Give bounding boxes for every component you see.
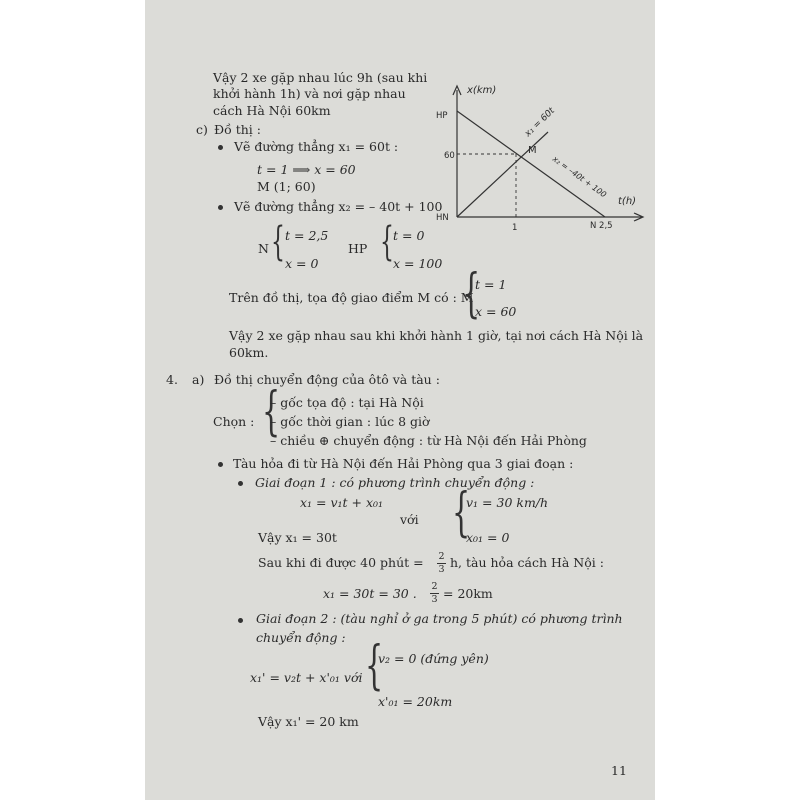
conclusion-2: 60km. <box>229 345 269 360</box>
n-label: N <box>258 241 269 256</box>
stage2-v2: v₂ = 0 (đứng yên) <box>378 651 489 666</box>
stage1-v1: v₁ = 30 km/h <box>466 495 549 510</box>
page-number: 11 <box>611 763 627 778</box>
tick-1: 1 <box>512 223 518 230</box>
fraction-denominator: 3 <box>431 593 438 605</box>
part-c-label: c) <box>196 122 208 137</box>
bullet <box>238 481 243 486</box>
tick-n-2-5: N 2,5 <box>590 221 613 230</box>
m-x: x = 60 <box>475 304 517 319</box>
m-t: t = 1 <box>475 277 507 292</box>
hp-axis-label: HP <box>436 111 448 121</box>
question-number: 4. <box>166 372 178 387</box>
after-40-text-a: Sau khi đi được 40 phút = <box>258 555 424 570</box>
stage2-title-1: Giai đoạn 2 : (tàu nghỉ ở ga trong 5 phút) có phương trình <box>256 611 623 626</box>
brace: { <box>452 483 471 543</box>
fraction-2-3 <box>430 582 439 604</box>
chon-label: Chọn : <box>213 414 255 429</box>
line2-title: Vẽ đường thẳng x₂ = – 40t + 100 <box>234 199 443 214</box>
q4-title: Đồ thị chuyển động của ôtô và tàu : <box>214 372 440 387</box>
bullet <box>218 462 223 467</box>
x1-calc-b: = 20km <box>443 586 493 601</box>
y-axis-label: x(km) <box>467 85 497 96</box>
train-intro: Tàu hỏa đi từ Hà Nội đến Hải Phòng qua 3 giai đoạn : <box>233 456 574 471</box>
hp-label: HP <box>348 241 368 256</box>
stage1-voi: với <box>400 512 419 527</box>
bullet <box>238 618 243 623</box>
motion-graph <box>430 80 650 230</box>
intro-line-3: cách Hà Nội 60km <box>213 103 331 118</box>
line-x1-label: x₁ = 60t <box>523 106 557 140</box>
brace: { <box>380 219 394 265</box>
brace: { <box>462 264 481 324</box>
brace: { <box>365 636 384 696</box>
fraction-2-3 <box>437 552 446 574</box>
tick-60: 60 <box>444 151 455 161</box>
stage2-title-2: chuyển động : <box>256 630 346 645</box>
brace: { <box>262 382 281 442</box>
q4-part-a-label: a) <box>192 372 205 387</box>
bullet <box>218 145 223 150</box>
m-coords-text: Trên đồ thị, tọa độ giao điểm M có : M <box>229 290 474 305</box>
n-t: t = 2,5 <box>285 228 329 243</box>
stage1-title: Giai đoạn 1 : có phương trình chuyển động : <box>255 475 535 490</box>
hp-t: t = 0 <box>393 228 425 243</box>
bullet <box>218 205 223 210</box>
stage1-x01: x₀₁ = 0 <box>466 530 510 545</box>
line1-title: Vẽ đường thẳng x₁ = 60t : <box>234 139 399 154</box>
x-axis-label: t(h) <box>618 196 637 207</box>
n-x: x = 0 <box>285 256 319 271</box>
choice-origin: – gốc tọa độ : tại Hà Nội <box>270 395 424 410</box>
choice-direction: – chiều ⊕ chuyển động : từ Hà Nội đến Hải Phòng <box>270 433 587 448</box>
hn-axis-label: HN <box>436 213 449 223</box>
brace: { <box>271 219 285 265</box>
intro-line-2: khởi hành 1h) và nơi gặp nhau <box>213 86 406 101</box>
stage1-result: Vậy x₁ = 30t <box>258 530 337 545</box>
stage1-equation: x₁ = v₁t + x₀₁ <box>300 495 384 510</box>
intro-line-1: Vậy 2 xe gặp nhau lúc 9h (sau khi <box>213 70 428 85</box>
line1-calc: t = 1 ⟹ x = 60 <box>257 162 356 177</box>
line-x2-label: x₂ = –40t + 100 <box>550 154 608 200</box>
part-c-title: Đồ thị : <box>214 122 261 137</box>
stage2-equation: x₁' = v₂t + x'₀₁ với <box>250 670 363 685</box>
stage2-result: Vậy x₁' = 20 km <box>258 714 359 729</box>
point-m: M (1; 60) <box>257 179 316 194</box>
fraction-numerator: 2 <box>431 581 438 592</box>
stage2-x01: x'₀₁ = 20km <box>378 694 453 709</box>
conclusion-1: Vậy 2 xe gặp nhau sau khi khởi hành 1 giờ, tại nơi cách Hà Nội là <box>229 328 644 343</box>
after-40-text-b: h, tàu hỏa cách Hà Nội : <box>450 555 604 570</box>
x1-calc-a: x₁ = 30t = 30 . <box>323 586 417 601</box>
fraction-denominator: 3 <box>438 563 445 575</box>
choice-time: – gốc thời gian : lúc 8 giờ <box>270 414 430 429</box>
point-m-label: M <box>528 145 537 156</box>
fraction-numerator: 2 <box>438 551 445 562</box>
hp-x: x = 100 <box>393 256 443 271</box>
